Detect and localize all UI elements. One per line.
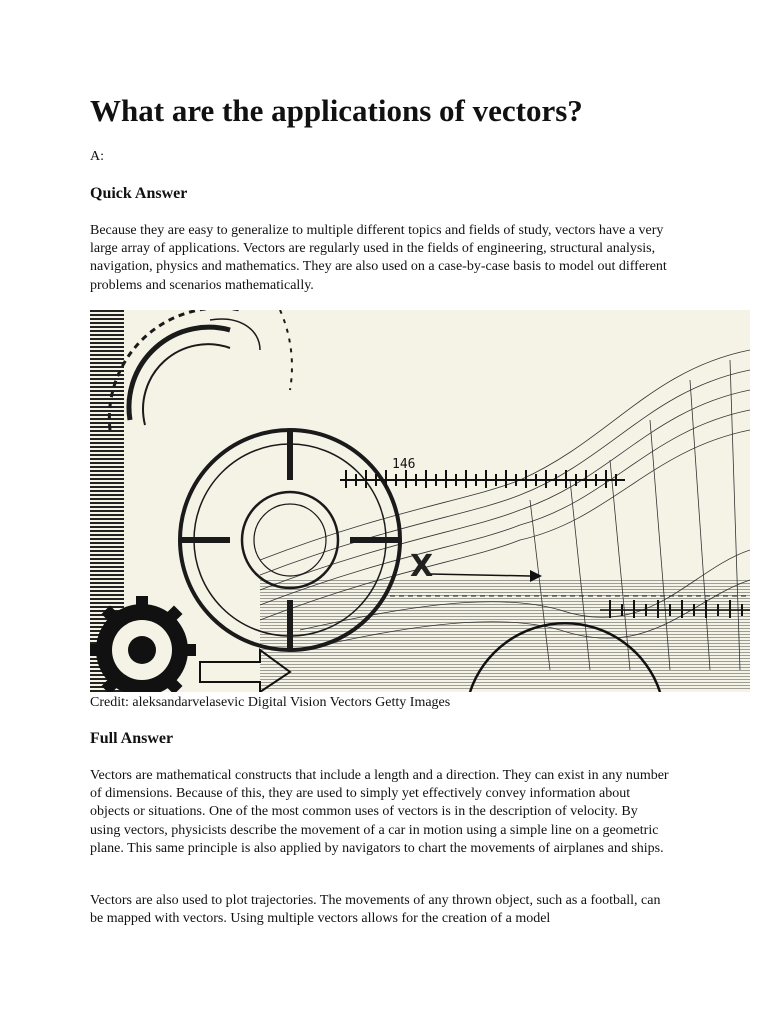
full-answer-heading: Full Answer <box>90 730 174 747</box>
image-credit: Credit: aleksandarvelasevic Digital Vision Vectors Getty Images <box>90 695 451 710</box>
vector-illustration-svg <box>90 310 750 692</box>
ruler-number: 146 <box>392 457 416 472</box>
quick-answer-heading: Quick Answer <box>90 185 188 202</box>
vector-illustration <box>90 310 750 692</box>
target-circle <box>180 430 400 650</box>
answer-label: A: <box>90 149 104 164</box>
gear-icon <box>90 596 196 692</box>
x-mark: X <box>410 549 434 584</box>
full-answer-paragraph-1: Vectors are mathematical constructs that include a length and a direction. They can exist in any number of dimensions. Because of this, they are used to simply yet effectively convey information about objects or situations. One of the most common uses of vectors is in the description of velocity. By using vectors, physicists describe the movement of a car in motion using a simple line on a geometric plane. This same principle is also applied by navigators to chart the movements of airplanes and ships. <box>90 768 669 856</box>
full-answer-paragraph-2: Vectors are also used to plot trajectories. The movements of any thrown object, such as a football, can be mapped with vectors. Using multiple vectors allows for the creation of a model <box>90 893 661 927</box>
horizontal-hatching <box>260 580 750 690</box>
quick-answer-text: Because they are easy to generalize to multiple different topics and fields of study, vectors have a very large array of applications. Vectors are regularly used in the fields of engineering, structural analysis, navigation, physics and mathematics. They are also used on a case-by-case basis to model out different problems and scenarios mathematically. <box>90 223 667 293</box>
concentric-arcs <box>109 310 292 430</box>
page-title: What are the applications of vectors? <box>90 93 583 128</box>
